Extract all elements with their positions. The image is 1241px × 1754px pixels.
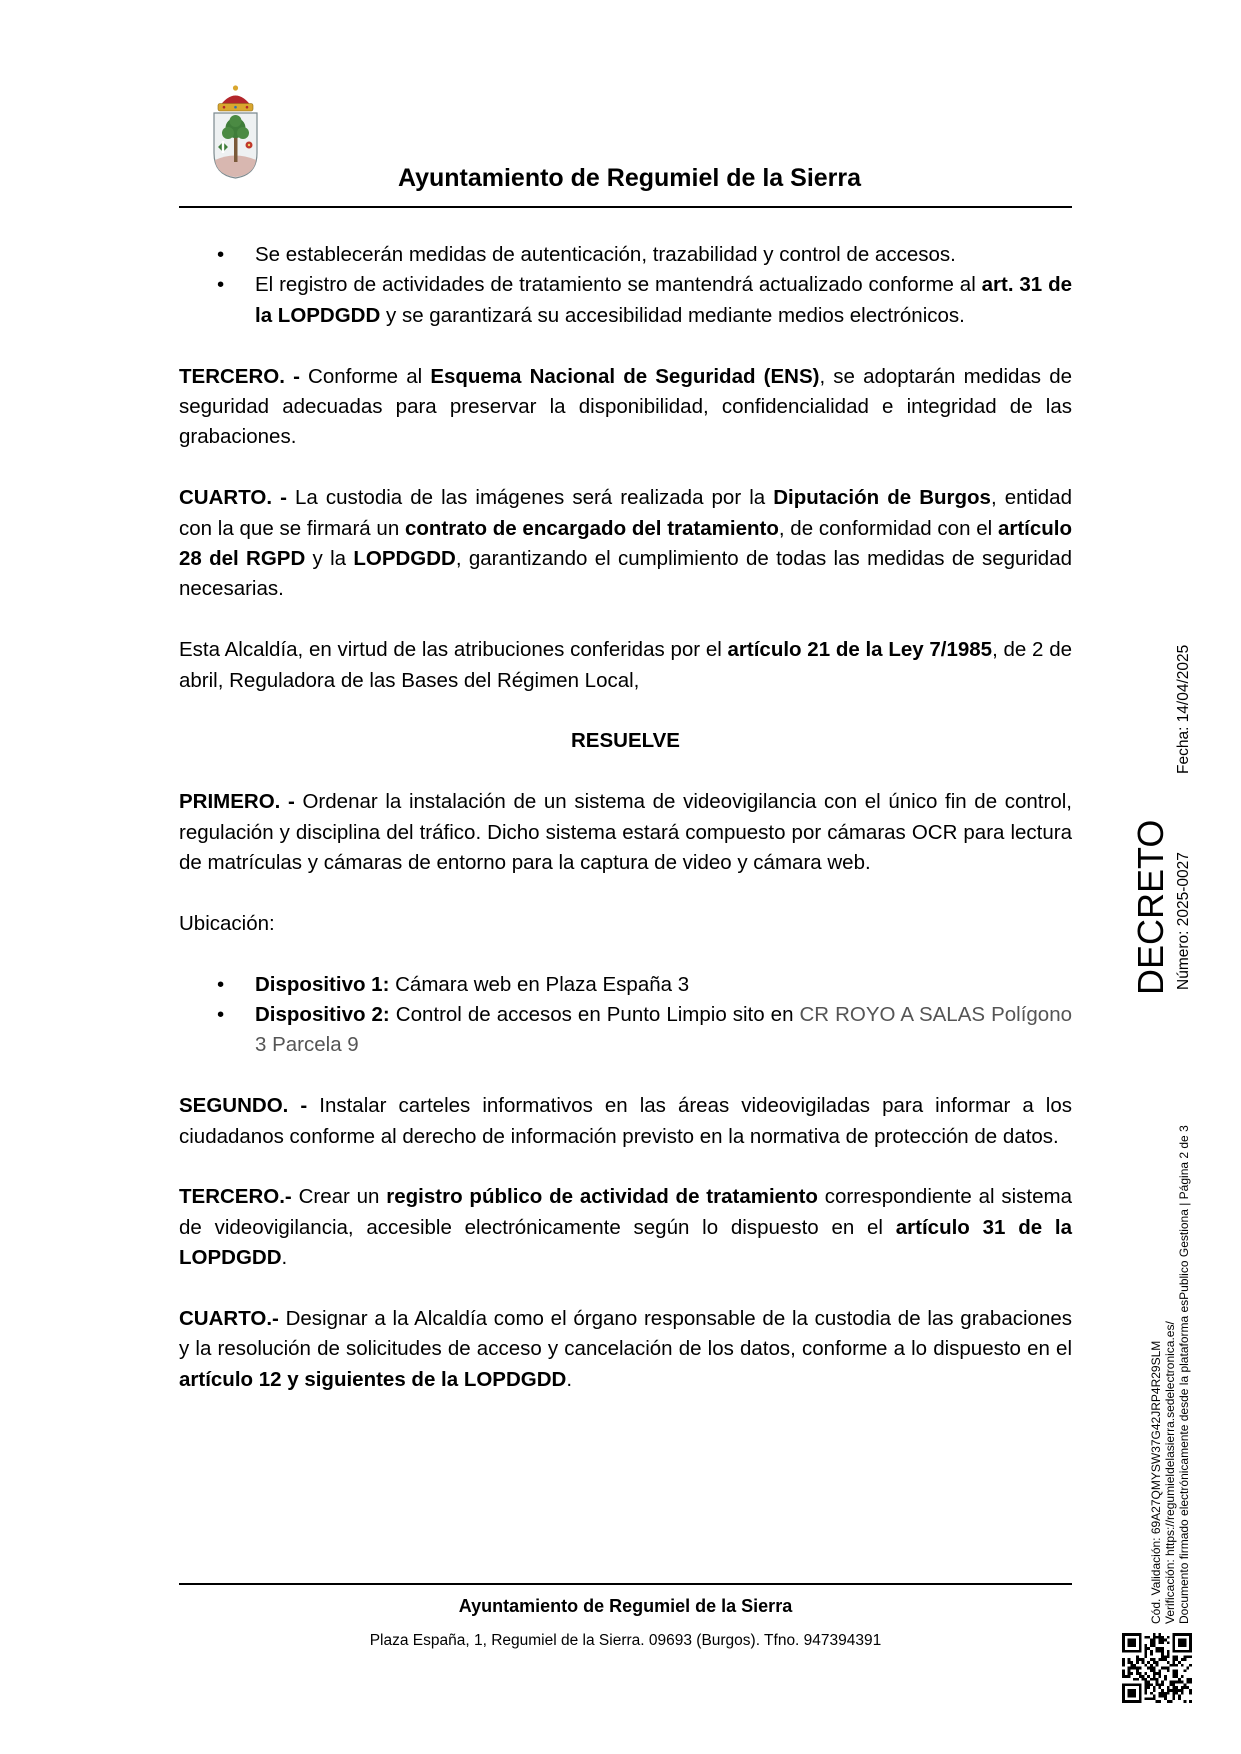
text-run: Crear un	[291, 1185, 387, 1209]
devices-list	[179, 970, 1072, 1061]
text-run: Instalar carteles informativos en las áreas videovigiladas para informar a los ciudadanos conforme al derecho de información previsto en la normativa de protección de datos.	[179, 1094, 1072, 1148]
signature-note: Documento firmado electrónicamente desde la plataforma esPublico Gestiona | Página 2 de 3	[1177, 1125, 1191, 1624]
text-run: Ordenar la instalación de un sistema de videovigilancia con el único fin de control, regulación y disciplina del tráfico. Dicho sistema estará compuesto por cámaras OCR para lectura de matrículas y cámaras de entorno para la captura de video y cámara web.	[179, 790, 1072, 875]
resolution-heading-text: RESUELVE	[571, 729, 680, 753]
text-run: Conforme al	[299, 364, 431, 388]
text-run: , garantizando el cumplimiento de todas las medidas de seguridad necesarias.	[179, 547, 1072, 601]
bold-term: artículo 12 y siguientes de la LOPDGDD	[179, 1367, 567, 1391]
text-run: , de conformidad con el	[778, 516, 998, 540]
crown	[218, 85, 253, 111]
resolution-cuarto	[179, 1304, 1072, 1395]
text-run: Cámara web en Plaza España 3	[389, 972, 690, 996]
location-label: Ubicación:	[179, 911, 275, 935]
device-label: Dispositivo 1:	[255, 972, 390, 996]
bold-term: artículo 21 de la Ley 7/1985	[727, 638, 993, 662]
document-date: Fecha: 14/04/2025	[1175, 645, 1192, 775]
location-address: CR ROYO A SALAS Polígono 3 Parcela 9	[255, 1003, 1072, 1057]
bold-term: Diputación de Burgos	[773, 486, 991, 510]
resolution-primero	[179, 787, 1072, 878]
list-item	[179, 270, 1072, 331]
header-divider	[179, 206, 1072, 208]
text-run: .	[566, 1367, 573, 1391]
text-run: , entidad con la que se firmará un	[179, 486, 1072, 540]
bold-term: artículo 31 de la LOPDGDD	[179, 1215, 1072, 1270]
document-number: Número: 2025-0027	[1175, 852, 1192, 990]
clause-label: SEGUNDO. -	[179, 1094, 308, 1118]
qr-code-icon	[1122, 1633, 1192, 1703]
clause-label: PRIMERO. -	[179, 790, 295, 814]
document-type-stamp: DECRETO	[1130, 819, 1171, 995]
document-body	[179, 240, 1072, 1426]
resolution-segundo	[179, 1091, 1072, 1152]
text-run: y se garantizará su accesibilidad mediante medios electrónicos.	[380, 303, 965, 327]
device-label: Dispositivo 2:	[255, 1003, 390, 1027]
text-run: correspondiente al sistema de videovigilancia, accesible electrónicamente según lo dispuesto en el	[179, 1185, 1072, 1239]
consideration-cuarto	[179, 483, 1072, 605]
footer-divider	[179, 1583, 1072, 1585]
bold-term: registro público de actividad de tratamiento	[386, 1185, 818, 1209]
text-run: .	[281, 1246, 288, 1270]
list-item	[179, 970, 1072, 1000]
bold-term: contrato de encargado del tratamiento	[404, 516, 779, 540]
clause-label: TERCERO. -	[179, 364, 300, 388]
text-run: Designar a la Alcaldía como el órgano responsable de la custodia de las grabaciones y la resolución de solicitudes de acceso y cancelación de los datos, conforme a lo dispuesto en el	[179, 1307, 1072, 1361]
clause-label: TERCERO.-	[179, 1185, 292, 1209]
header-title: Ayuntamiento de Regumiel de la Sierra	[397, 164, 862, 192]
resolution-tercero	[179, 1182, 1072, 1273]
footer-title: Ayuntamiento de Regumiel de la Sierra	[458, 1596, 793, 1616]
text-run: y la	[305, 547, 354, 571]
bold-term: artículo 28 del RGPD	[179, 516, 1073, 571]
bold-term: LOPDGDD	[353, 547, 456, 571]
document-number-date	[1172, 645, 1196, 990]
validation-info	[1149, 1094, 1191, 1624]
verification-url: Verificación: https://regumieldelasierra.sedelectronica.es/	[1163, 1321, 1177, 1624]
measures-list	[179, 240, 1072, 331]
authority-paragraph	[179, 635, 1072, 696]
footer-address: Plaza España, 1, Regumiel de la Sierra. 09693 (Burgos). Tfno. 947394391	[369, 1632, 882, 1649]
consideration-tercero	[179, 362, 1072, 453]
text-run: Control de accesos en Punto Limpio sito en	[389, 1003, 800, 1027]
text-run: Se establecerán medidas de autenticación, trazabilidad y control de accesos.	[255, 243, 956, 266]
validation-code: Cód. Validación: 69A27QMYSW37G42JRP4R29SLM	[1149, 1340, 1163, 1624]
list-item	[179, 240, 1072, 270]
clause-label: CUARTO.-	[179, 1307, 279, 1331]
list-item	[179, 1000, 1072, 1061]
resolution-heading	[179, 726, 1072, 756]
bold-term: Esquema Nacional de Seguridad (ENS)	[430, 364, 820, 388]
bold-term: art. 31 de la LOPDGDD	[255, 273, 1072, 327]
qr-code-graphic	[1122, 1633, 1192, 1703]
text-run: , se adoptarán medidas de seguridad adecuadas para preservar la disponibilidad, confidencialidad e integridad de las grabaciones.	[179, 364, 1072, 449]
text-run: El registro de actividades de tratamiento se mantendrá actualizado conforme al	[255, 273, 982, 297]
text-run: , de 2 de abril, Reguladora de las Bases del Régimen Local,	[179, 638, 1072, 692]
text-run: La custodia de las imágenes será realizada por la	[286, 486, 774, 510]
text-run: Esta Alcaldía, en virtud de las atribuciones conferidas por el	[179, 638, 728, 662]
clause-label: CUARTO. -	[179, 486, 287, 510]
